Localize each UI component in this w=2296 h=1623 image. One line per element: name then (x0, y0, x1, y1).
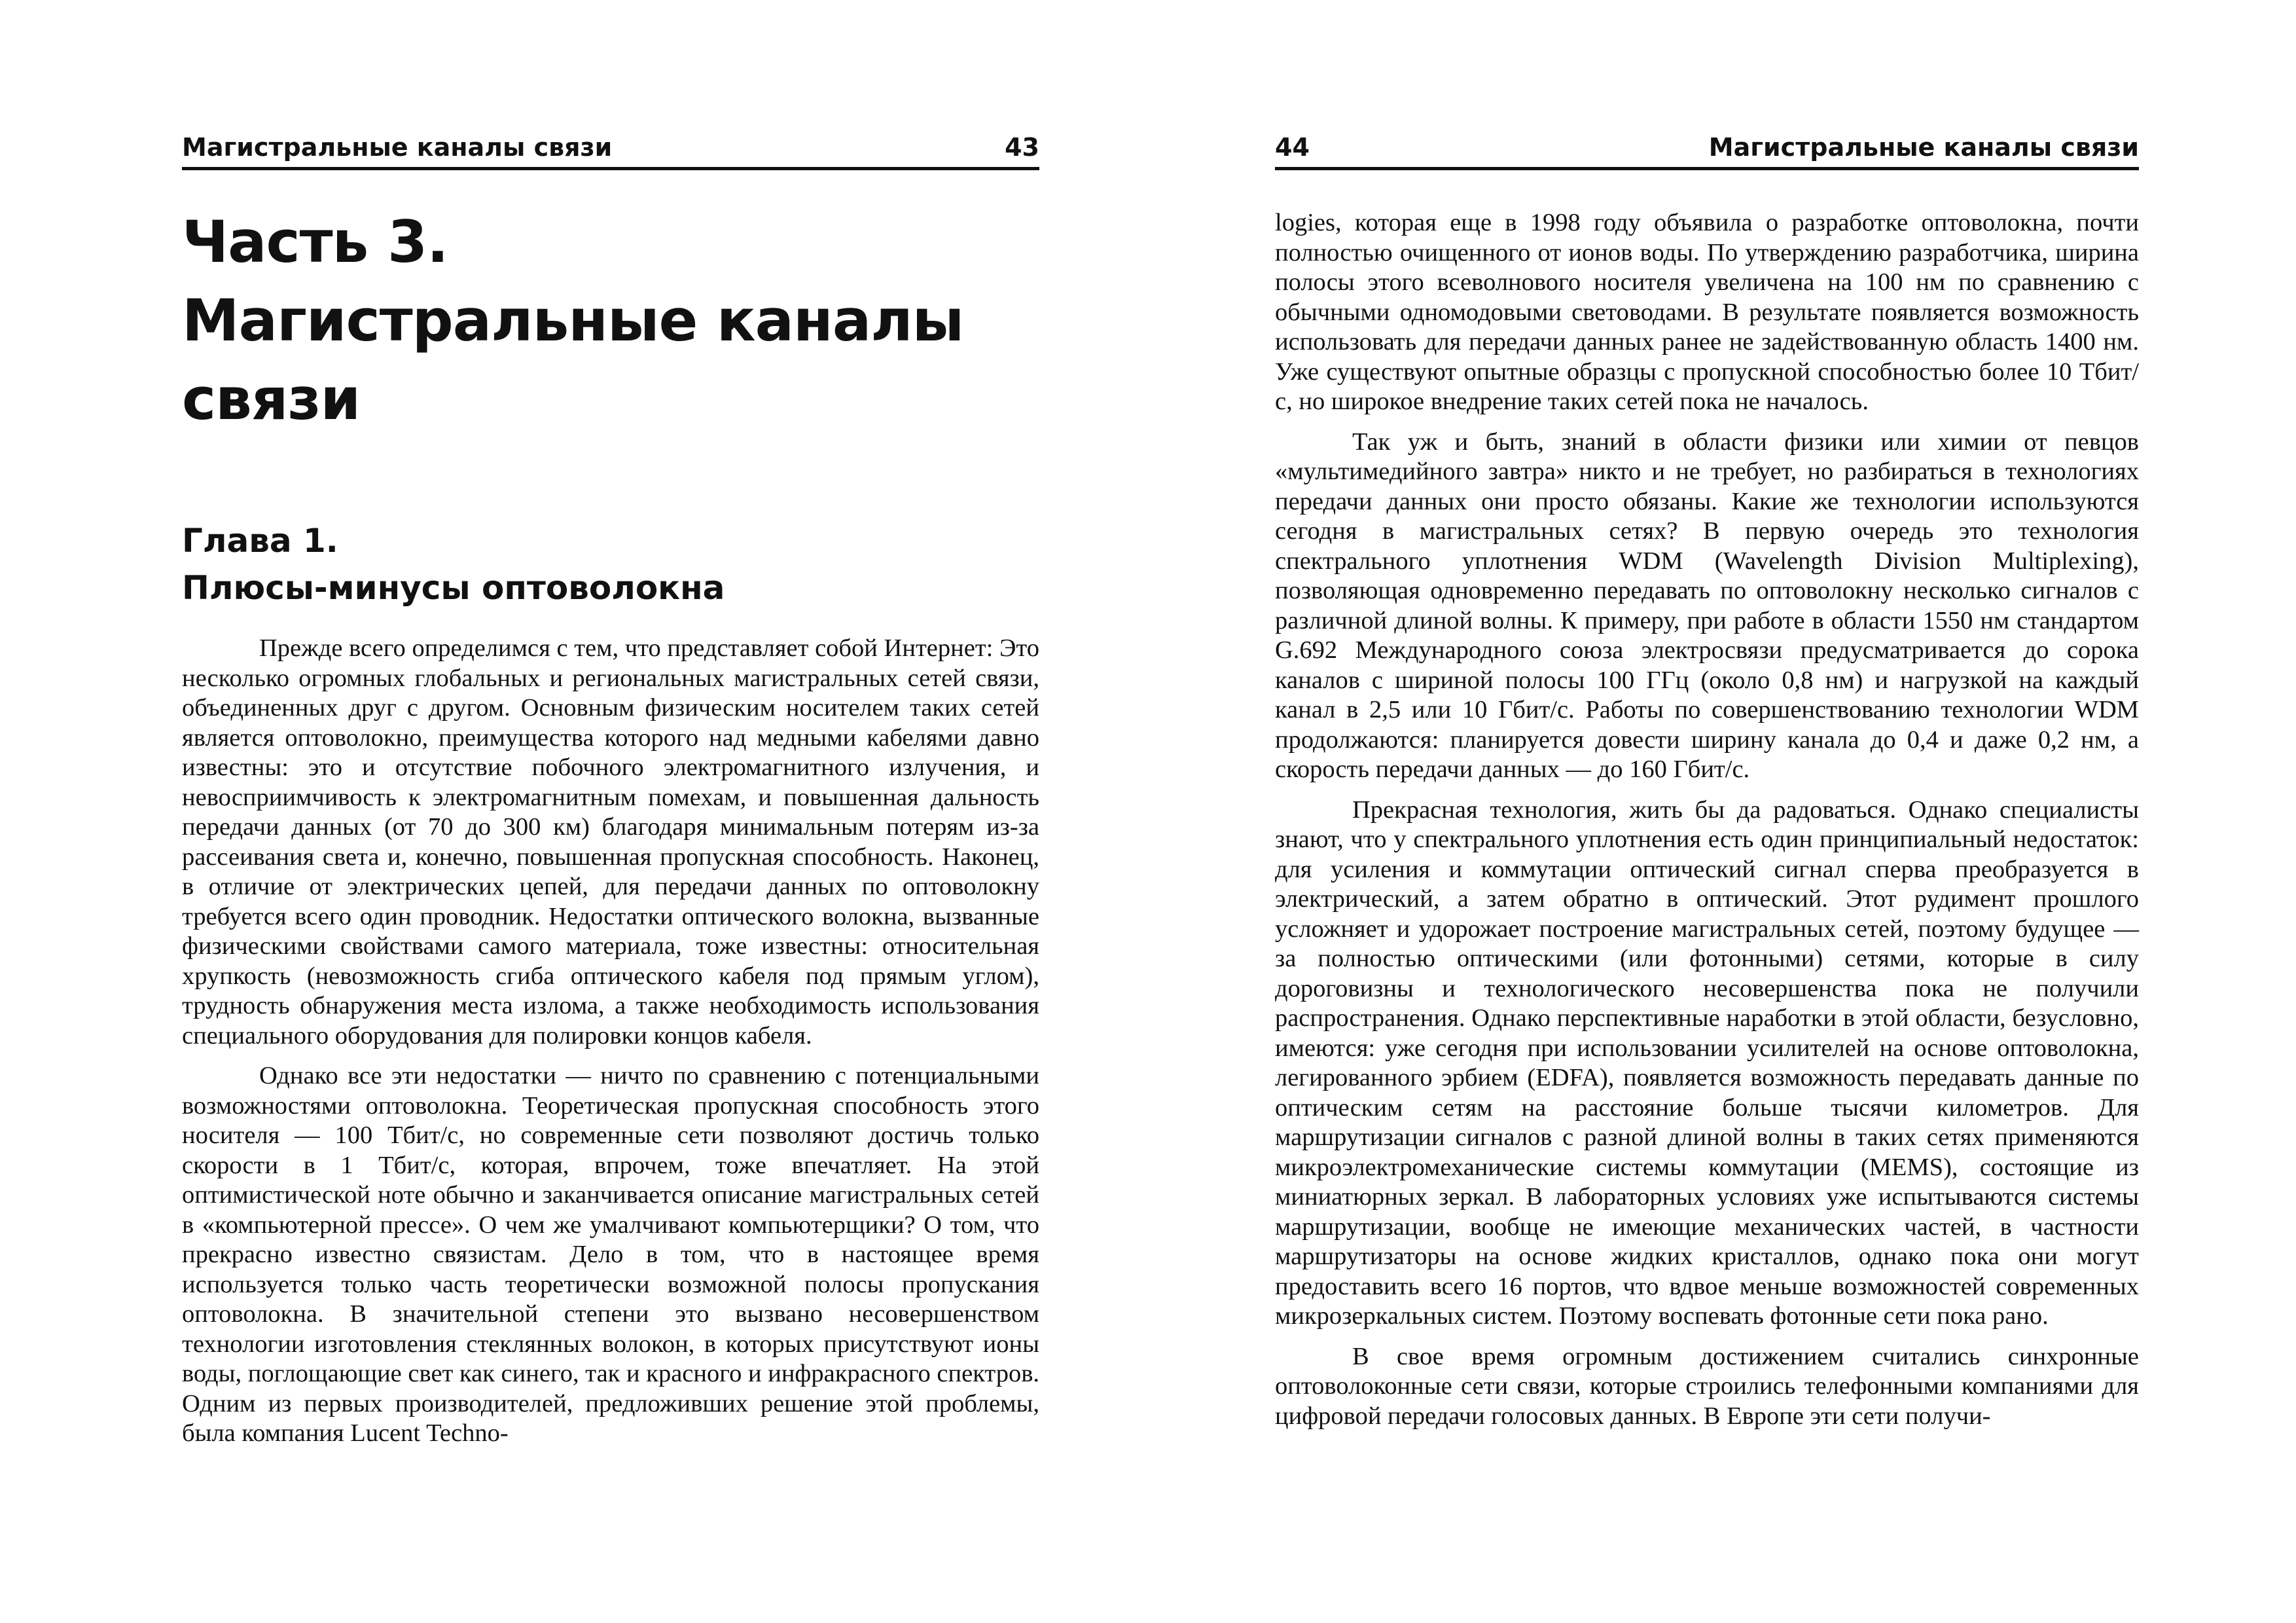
part-title-line: Магистральные каналы (182, 287, 964, 354)
paragraph: Однако все эти недостатки — ничто по сравнению с потенциальными возможностями оптоволокна. Теоретическая пропускная способность этого носителя — 100 Тбит/с, но современные сети позволяют достичь только скорости в 1 Тбит/с, которая, впрочем, тоже впечатляет. На этой оптимистической ноте обычно и заканчивается описание магистральных сетей в «компьютерной прессе». О чем же умалчивают компьютерщики? О том, что прекрасно известно связистам. Дело в том, что в настоящее время используется только часть теоретически возможной полосы пропускания оптоволокна. В значительной степени это вызвано несовершенством технологии изготовления стеклянных волокон, в которых присутствуют ионы воды, поглощающие свет как синего, так и красного и инфракрасного спектров. Одним из первых производителей, предложивших решение этой проблемы, была компания Lucent Techno- (182, 1062, 1039, 1447)
paragraph: Так уж и быть, знаний в области физики или химии от певцов «мультимедийного завтра» никто и не требует, но разбираться в технологиях передачи данных они просто обязаны. Какие же технологии используются сегодня в магистральных сетях? В первую очередь это технология спектрального уплотнения WDM (Wavelength Division Multiplexing), позволяющая одновременно передавать по оптоволокну несколько сигналов с различной длиной волны. К примеру, при работе в области 1550 нм стандартом G.692 Международного союза электросвязи предусматривается до сорока каналов с шириной полосы 100 ГГц (около 0,8 нм) и нагрузкой на каждый канал в 2,5 или 10 Гбит/с. Работы по совершенствованию технологии WDM продолжаются: планируется довести ширину канала до 0,4 и даже 0,2 нм, а скорость передачи данных — до 160 Гбит/с. (1275, 428, 2139, 783)
left-body-text (182, 634, 1039, 1459)
running-header-right (1275, 130, 2139, 170)
page-number: 44 (1275, 133, 1310, 162)
paragraph-continued: logies, которая еще в 1998 году объявила о разработке оптоволокна, почти полностью очищенного от ионов воды. По утверждению разработчика, ширина полосы этого всеволнового носителя увеличена на 100 нм по сравнению с обычными одномодовыми световодами. В результате появляется возможность использовать для передачи данных ранее не задействованную область 1400 нм. Уже существуют опытные образцы с пропускной способностью более 10 Тбит/с, но широкое внедрение таких сетей пока не началось. (1275, 209, 2139, 415)
page-number: 43 (1005, 133, 1039, 162)
part-title-line: Часть 3. (182, 208, 448, 276)
part-title-line: связи (182, 365, 361, 433)
paragraph: Прекрасная технология, жить бы да радоваться. Однако специалисты знают, что у спектрального уплотнения есть один принципиальный недостаток: для усиления и коммутации оптический сигнал сперва преобразуется в электрический, а затем обратно в оптический. Этот рудимент прошлого усложняет и удорожает построение магистральных сетей, поэтому будущее — за полностью оптическими (или фотонными) сетями, которые в силу дороговизны и технологического несовершенства пока не получили распространения. Однако перспективные наработки в этой области, безусловно, имеются: уже сегодня при использовании усилителей на основе оптоволокна, легированного эрбием (EDFA), появляется возможность передавать данные по оптическим сетям на расстояние больше тысячи километров. Для маршрутизации сигналов с разной длиной волны в таких сетях применяются микроэлектромеханические системы коммутации (MEMS), состоящие из миниатюрных зеркал. В лабораторных условиях уже испытываются системы маршрутизации, вообще не имеющие механических частей, в частности маршрутизаторы на основе жидких кристаллов, однако пока они могут предоставить всего 16 портов, что вдвое меньше возможностей современных микрозеркальных систем. Поэтому воспевать фотонные сети пока рано. (1275, 795, 2139, 1330)
running-title: Магистральные каналы связи (1708, 133, 2139, 162)
part-title (182, 203, 1039, 439)
running-title: Магистральные каналы связи (182, 133, 613, 162)
right-body-text (1275, 208, 2139, 1442)
right-page (1148, 0, 2296, 1623)
paragraph: Прежде всего определимся с тем, что представляет собой Интернет: Это несколько огромных глобальных и региональных магистральных сетей связи, объединенных друг с другом. Основным физическим носителем таких сетей является оптоволокно, преимущества которого над медными кабелями давно известны: это и отсутствие побочного электромагнитного излучения, и невосприимчивость к электромагнитным помехам, и повышенная дальность передачи данных (от 70 до 300 км) благодаря минимальным потерям из-за рассеивания света и, конечно, повышенная пропускная способность. Наконец, в отличие от электрических цепей, для передачи данных по оптоволокну требуется всего один проводник. Недостатки оптического волокна, вызванные физическими свойствами самого материала, тоже известны: относительная хрупкость (невозможность сгиба оптического кабеля под прямым углом), трудность обнаружения места излома, а также необходимость использования специального оборудования для полировки концов кабеля. (182, 634, 1039, 1049)
running-header-left (182, 130, 1039, 170)
chapter-title (182, 517, 1039, 611)
paragraph: В свое время огромным достижением считались синхронные оптоволоконные сети связи, которые строились телефонными компаниями для цифровой передачи голосовых данных. В Европе эти сети получи- (1275, 1342, 2139, 1430)
chapter-title-line: Глава 1. (182, 522, 338, 560)
chapter-title-line: Плюсы-минусы оптоволокна (182, 569, 725, 607)
